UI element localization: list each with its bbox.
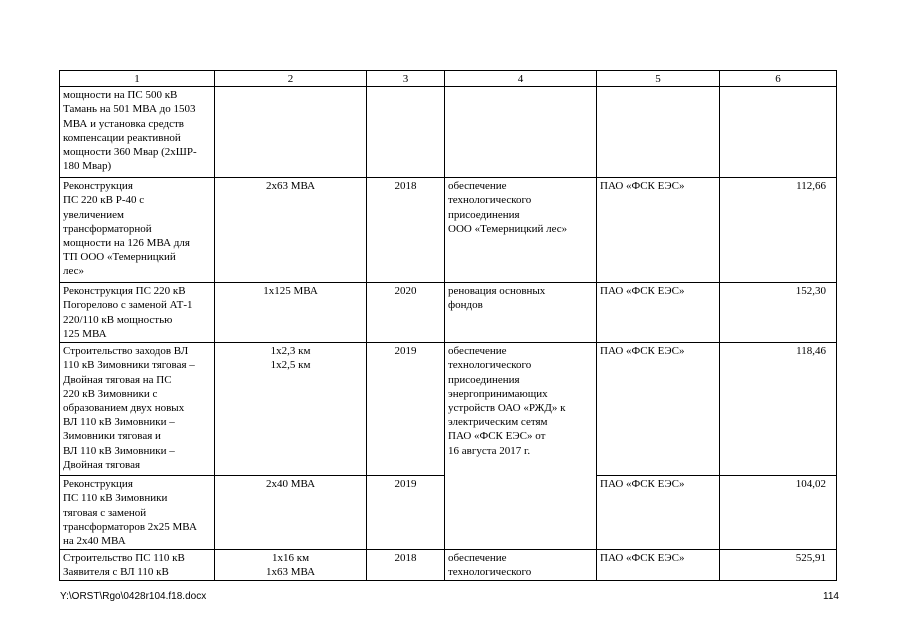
year-cell: 2019 bbox=[367, 343, 445, 476]
project-name-cell: Реконструкция ПС 220 кВ Погорелово с заменой АТ-1 220/110 кВ мощностью 125 МВА bbox=[60, 283, 215, 343]
organization-cell bbox=[597, 87, 720, 178]
column-header: 2 bbox=[215, 71, 367, 87]
year-cell: 2020 bbox=[367, 283, 445, 343]
project-name-cell: Реконструкция ПС 220 кВ Р-40 с увеличением трансформаторной мощности на 126 МВА для ТП ООО «Темерницкий лес» bbox=[60, 178, 215, 283]
year-cell: 2019 bbox=[367, 476, 445, 550]
capacity-cell: 2х40 МВА bbox=[215, 476, 367, 550]
column-header: 3 bbox=[367, 71, 445, 87]
cost-cell: 525,91 bbox=[720, 550, 837, 580]
investment-table bbox=[59, 70, 837, 581]
organization-cell: ПАО «ФСК ЕЭС» bbox=[597, 178, 720, 283]
organization-cell: ПАО «ФСК ЕЭС» bbox=[597, 343, 720, 476]
project-name-cell: Реконструкция ПС 110 кВ Зимовники тяговая с заменой трансформаторов 2х25 МВА на 2х40 МВА bbox=[60, 476, 215, 550]
year-cell: 2018 bbox=[367, 178, 445, 283]
organization-cell: ПАО «ФСК ЕЭС» bbox=[597, 476, 720, 550]
capacity-cell bbox=[215, 87, 367, 178]
capacity-cell: 2х63 МВА bbox=[215, 178, 367, 283]
project-name-cell: Строительство ПС 110 кВ Заявителя с ВЛ 110 кВ bbox=[60, 550, 215, 580]
table-row bbox=[60, 343, 837, 476]
table-row bbox=[60, 178, 837, 283]
capacity-cell: 1х16 км 1х63 МВА bbox=[215, 550, 367, 580]
cost-cell bbox=[720, 87, 837, 178]
cost-cell: 152,30 bbox=[720, 283, 837, 343]
cost-cell: 118,46 bbox=[720, 343, 837, 476]
table-row bbox=[60, 550, 837, 580]
table-row bbox=[60, 87, 837, 178]
year-cell: 2018 bbox=[367, 550, 445, 580]
purpose-cell: обеспечение технологического присоединения энергопринимающих устройств ОАО «РЖД» к электрическим сетям ПАО «ФСК ЕЭС» от 16 августа 2017 г. bbox=[445, 343, 597, 550]
purpose-cell: обеспечение технологического bbox=[445, 550, 597, 580]
footer-file-path: Y:\ORST\Rgo\0428r104.f18.docx bbox=[60, 591, 207, 602]
capacity-cell: 1х125 МВА bbox=[215, 283, 367, 343]
table-row bbox=[60, 283, 837, 343]
year-cell bbox=[367, 87, 445, 178]
organization-cell: ПАО «ФСК ЕЭС» bbox=[597, 550, 720, 580]
project-name-cell: Строительство заходов ВЛ 110 кВ Зимовники тяговая – Двойная тяговая на ПС 220 кВ Зимовники с образованием двух новых ВЛ 110 кВ Зимовники – Зимовники тяговая и ВЛ 110 кВ Зимовники – Двойная тяговая bbox=[60, 343, 215, 476]
purpose-cell: реновация основных фондов bbox=[445, 283, 597, 343]
purpose-cell bbox=[445, 87, 597, 178]
project-name-cell: мощности на ПС 500 кВ Тамань на 501 МВА до 1503 МВА и установка средств компенсации реактивной мощности 360 Мвар (2хШР- 180 Мвар) bbox=[60, 87, 215, 178]
organization-cell: ПАО «ФСК ЕЭС» bbox=[597, 283, 720, 343]
column-header: 1 bbox=[60, 71, 215, 87]
cost-cell: 112,66 bbox=[720, 178, 837, 283]
column-header: 6 bbox=[720, 71, 837, 87]
page-number: 114 bbox=[823, 591, 839, 602]
column-header: 4 bbox=[445, 71, 597, 87]
cost-cell: 104,02 bbox=[720, 476, 837, 550]
column-header: 5 bbox=[597, 71, 720, 87]
table-header-row bbox=[60, 71, 837, 87]
capacity-cell: 1х2,3 км 1х2,5 км bbox=[215, 343, 367, 476]
purpose-cell: обеспечение технологического присоединения ООО «Темерницкий лес» bbox=[445, 178, 597, 283]
